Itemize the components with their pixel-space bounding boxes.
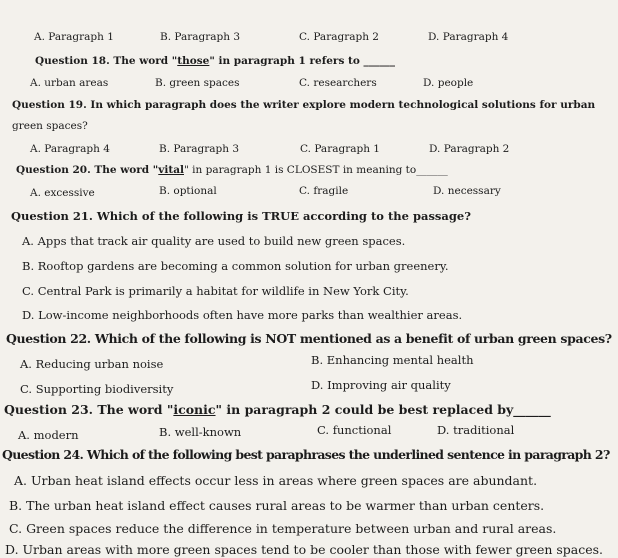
- q18-stem-suffix: " in paragraph 1 refers to ______: [209, 55, 396, 67]
- q21-option-c[interactable]: C. Central Park is primarily a habitat for wildlife in New York City.: [22, 284, 409, 298]
- q23-stem: [4, 402, 551, 417]
- q18-option-b[interactable]: B. green spaces: [155, 77, 240, 89]
- q22-option-d[interactable]: D. Improving air quality: [311, 378, 451, 392]
- q23-option-a[interactable]: A. modern: [18, 428, 79, 442]
- q17-option-c[interactable]: C. Paragraph 2: [299, 31, 379, 43]
- q24-option-c[interactable]: C. Green spaces reduce the difference in temperature between urban and rural areas.: [9, 521, 557, 536]
- q21-option-b[interactable]: B. Rooftop gardens are becoming a common solution for urban greenery.: [22, 259, 449, 273]
- q23-option-c[interactable]: C. functional: [317, 423, 392, 437]
- q19-option-b[interactable]: B. Paragraph 3: [159, 143, 240, 155]
- q19-option-a[interactable]: A. Paragraph 4: [30, 143, 110, 155]
- q17-option-a[interactable]: A. Paragraph 1: [34, 31, 114, 43]
- q20-keyword: vital: [158, 164, 184, 176]
- q23-stem-prefix: Question 23. The word ": [4, 402, 174, 417]
- q22-option-a[interactable]: A. Reducing urban noise: [20, 357, 164, 371]
- q24-option-b[interactable]: B. The urban heat island effect causes rural areas to be warmer than urban centers.: [9, 498, 545, 513]
- q17-option-d[interactable]: D. Paragraph 4: [428, 31, 509, 43]
- q20-option-d[interactable]: D. necessary: [433, 185, 501, 197]
- q23-stem-suffix: " in paragraph 2 could be best replaced by______: [215, 402, 551, 417]
- q23-option-b[interactable]: B. well-known: [159, 425, 242, 439]
- q19-option-c[interactable]: C. Paragraph 1: [300, 143, 380, 155]
- q18-option-c[interactable]: C. researchers: [299, 77, 377, 89]
- q18-stem-prefix: Question 18. The word ": [35, 55, 178, 67]
- q23-keyword: iconic: [173, 402, 216, 417]
- q23-option-d[interactable]: D. traditional: [437, 423, 515, 437]
- q18-option-d[interactable]: D. people: [423, 77, 474, 89]
- q20-option-b[interactable]: B. optional: [159, 185, 217, 197]
- q22-option-c[interactable]: C. Supporting biodiversity: [20, 382, 174, 396]
- q24-option-a[interactable]: A. Urban heat island effects occur less in areas where green spaces are abundant.: [14, 473, 538, 488]
- q19-stem-line1: Question 19. In which paragraph does the writer explore modern technological solutions for urban: [12, 99, 596, 111]
- q18-stem: [35, 55, 395, 67]
- q24-stem: Question 24. Which of the following best paraphrases the underlined sentence in paragraph 2?: [2, 447, 610, 462]
- q20-option-a[interactable]: A. excessive: [30, 187, 95, 199]
- q19-stem-line2: green spaces?: [12, 120, 88, 132]
- q21-option-d[interactable]: D. Low-income neighborhoods often have more parks than wealthier areas.: [22, 308, 463, 322]
- q21-option-a[interactable]: A. Apps that track air quality are used to build new green spaces.: [22, 234, 406, 248]
- q17-option-b[interactable]: B. Paragraph 3: [160, 31, 241, 43]
- q22-stem: Question 22. Which of the following is NOT mentioned as a benefit of urban green spaces?: [6, 331, 612, 346]
- q20-stem-suffix: " in paragraph 1 is CLOSEST in meaning to______: [184, 164, 448, 176]
- q20-stem-prefix: Question 20. The word ": [16, 164, 159, 176]
- q18-keyword: those: [177, 55, 210, 67]
- q19-option-d[interactable]: D. Paragraph 2: [429, 143, 510, 155]
- q20-stem: [16, 164, 448, 176]
- q24-option-d[interactable]: D. Urban areas with more green spaces tend to be cooler than those with fewer green spaces.: [5, 542, 604, 557]
- q20-option-c[interactable]: C. fragile: [299, 185, 349, 197]
- q22-option-b[interactable]: B. Enhancing mental health: [311, 353, 474, 367]
- q21-stem: Question 21. Which of the following is TRUE according to the passage?: [11, 209, 471, 223]
- q18-option-a[interactable]: A. urban areas: [30, 77, 109, 89]
